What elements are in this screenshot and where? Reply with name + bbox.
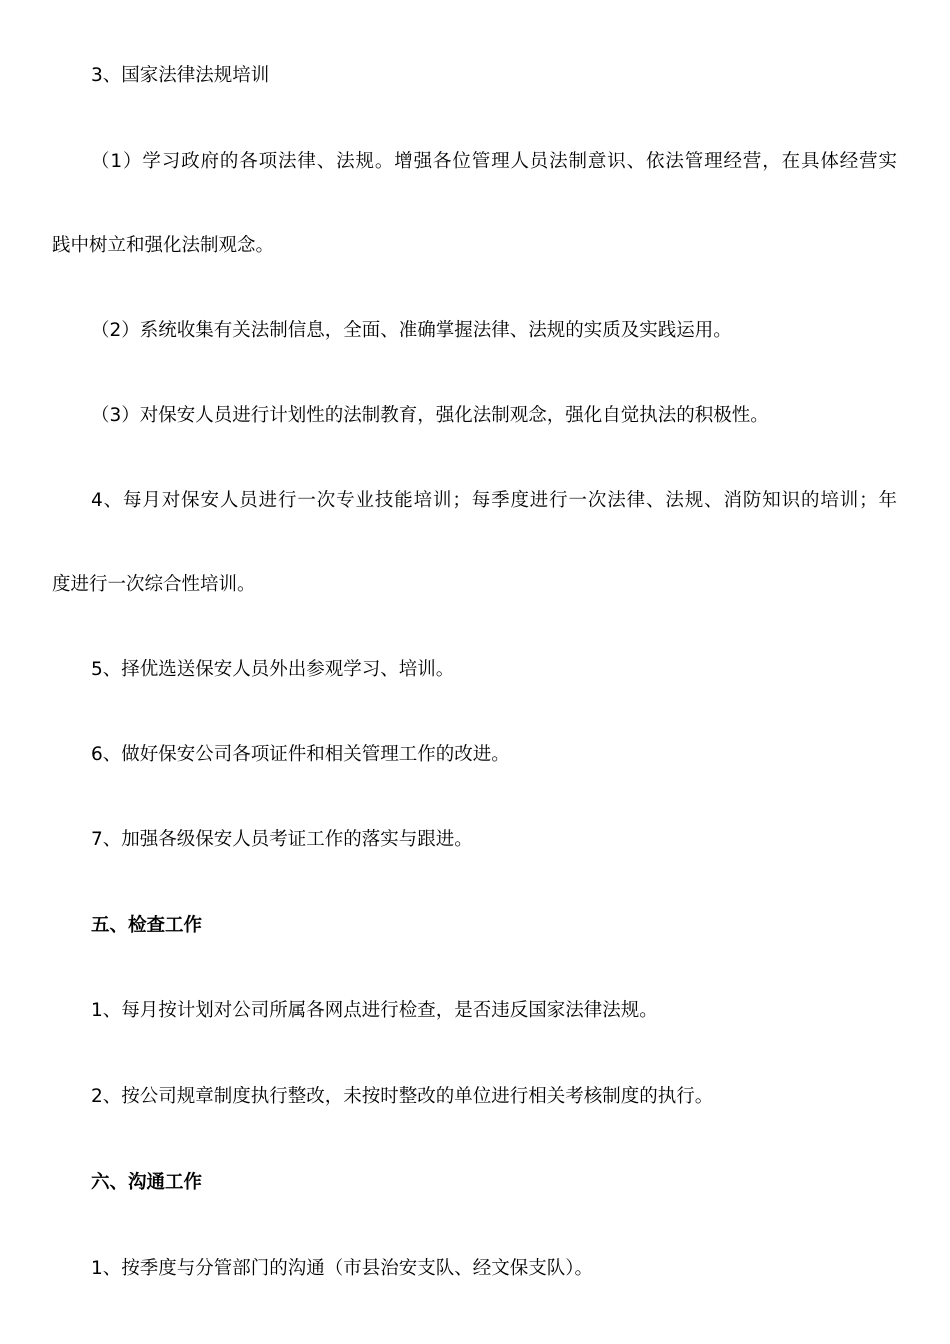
list-item-national-law-training: 3、国家法律法规培训 (91, 65, 270, 86)
list-item-4-line-2: 度进行一次综合性培训。 (52, 574, 256, 595)
sub-item-1-line-2: 践中树立和强化法制观念。 (52, 235, 275, 256)
sub-item-1-line-1: （1）学习政府的各项法律、法规。增强各位管理人员法制意识、依法管理经营，在具体经营实 (91, 151, 897, 172)
section-heading-inspection: 五、检查工作 (91, 915, 203, 936)
list-item-5: 5、择优选送保安人员外出参观学习、培训。 (91, 659, 455, 680)
sub-item-3: （3）对保安人员进行计划性的法制教育，强化法制观念，强化自觉执法的积极性。 (91, 405, 769, 426)
inspection-item-2: 2、按公司规章制度执行整改，未按时整改的单位进行相关考核制度的执行。 (91, 1086, 714, 1107)
sub-item-2: （2）系统收集有关法制信息，全面、准确掌握法律、法规的实质及实践运用。 (91, 320, 732, 341)
inspection-item-1: 1、每月按计划对公司所属各网点进行检查，是否违反国家法律法规。 (91, 1000, 658, 1021)
section-heading-communication: 六、沟通工作 (91, 1172, 203, 1193)
list-item-7: 7、加强各级保安人员考证工作的落实与跟进。 (91, 829, 473, 850)
list-item-4-line-1: 4、每月对保安人员进行一次专业技能培训；每季度进行一次法律、法规、消防知识的培训；年 (91, 490, 897, 511)
communication-item-1: 1、按季度与分管部门的沟通（市县治安支队、经文保支队）。 (91, 1258, 594, 1279)
list-item-6: 6、做好保安公司各项证件和相关管理工作的改进。 (91, 744, 510, 765)
